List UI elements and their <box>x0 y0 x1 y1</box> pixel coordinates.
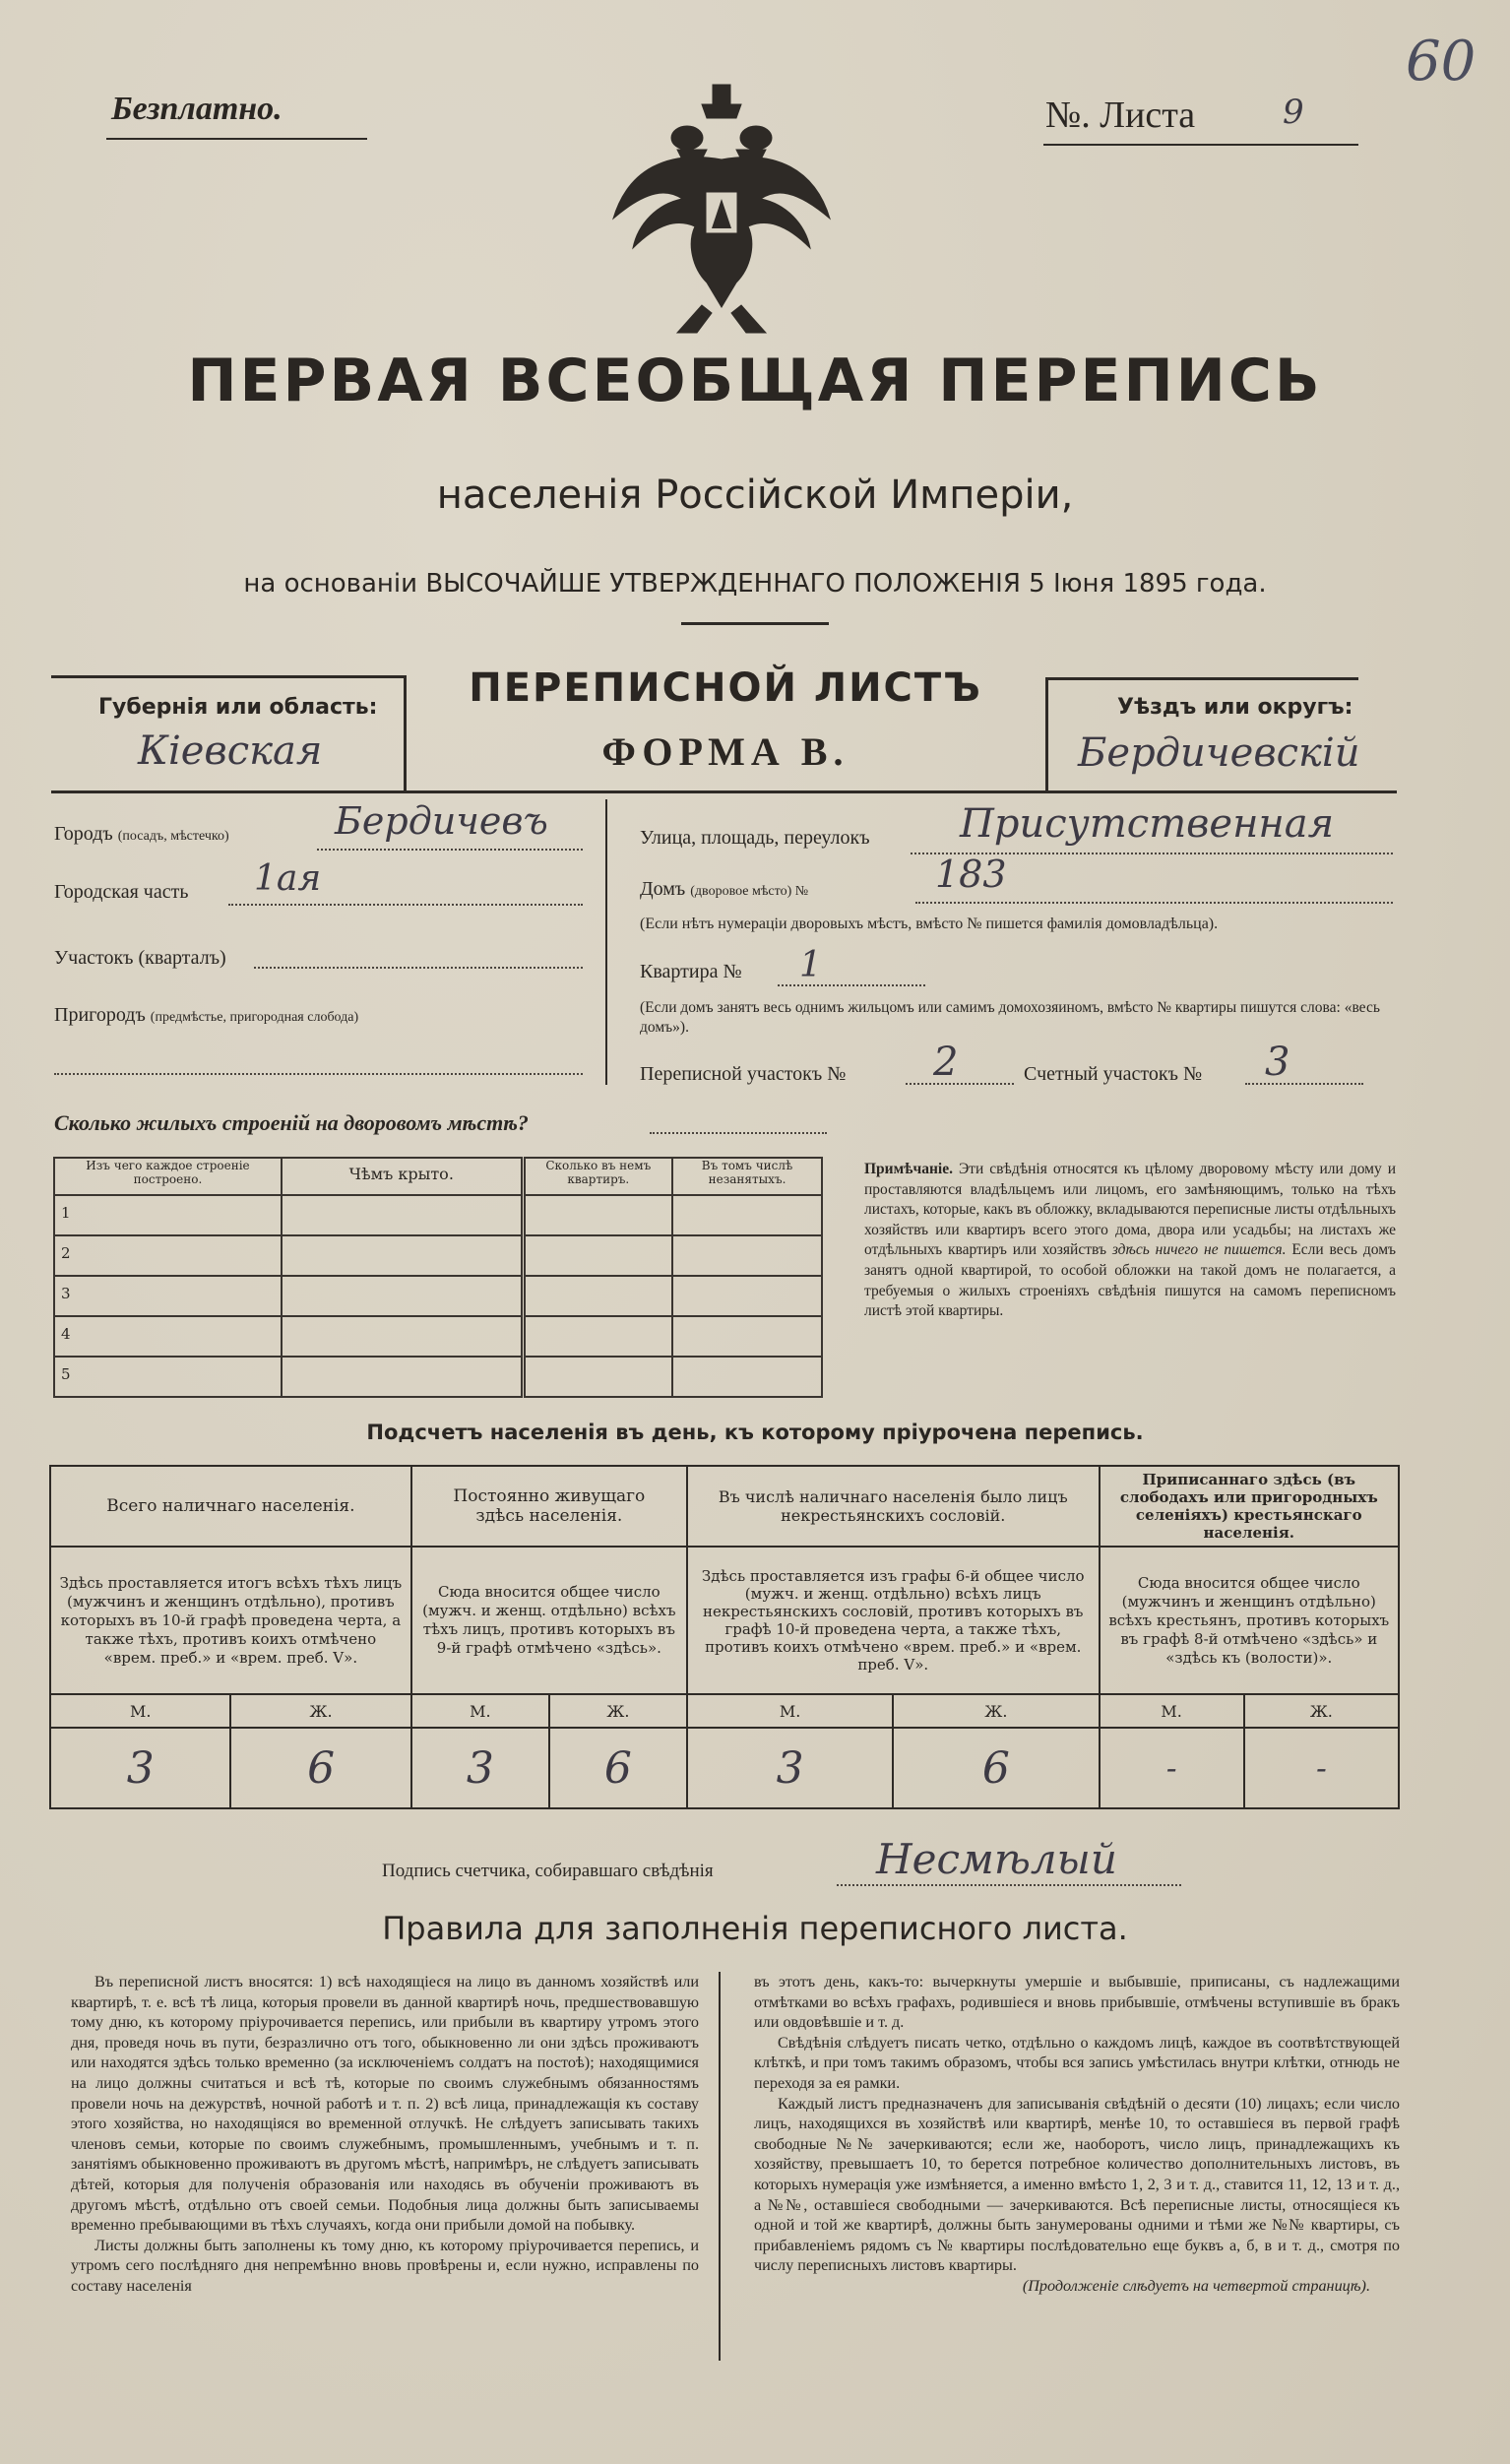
street-value: Присутственная <box>960 801 1335 847</box>
buildings-answer-line <box>650 1132 827 1134</box>
rules-paragraph: въ этотъ день, какъ-то: вычеркнуты умершіе и выбывшіе, приписаны, съ надлежащими отмѣтками во всѣхъ графахъ, родившіеся и вновь прибывшіе, отмѣчены вступившіе въ бракъ или овдовѣвшіе и т. д. <box>754 1973 1400 2032</box>
count-value-permanent-female: 6 <box>549 1728 687 1808</box>
buildings-col-material: Изъ чего каждое строеніе построено. <box>54 1158 282 1195</box>
count-col-peasant-text: Сюда вносится общее число (мужчинъ и женщинъ отдѣльно) всѣхъ крестьянъ, противъ которыхъ въ графѣ 8-й отмѣчено «здѣсь» и «здѣсь къ (волости)». <box>1100 1547 1399 1694</box>
house-note: (Если нѣтъ нумераціи дворовыхъ мѣстъ, вмѣсто № пишется фамилія домовладѣльца). <box>640 916 1219 932</box>
district-value: Бердичевскій <box>1078 730 1360 776</box>
city-dotted-line <box>317 849 583 851</box>
buildings-row-number: 3 <box>54 1276 282 1316</box>
buildings-row-number: 2 <box>54 1235 282 1276</box>
header-line-right-vertical <box>1045 677 1048 791</box>
suburb-label: Пригородъ (предмѣстье, пригородная слобода) <box>54 1004 359 1026</box>
rules-title: Правила для заполненія переписного листа. <box>382 1910 1128 1947</box>
flat-label: Квартира № <box>640 961 742 982</box>
rules-paragraph: Каждый листъ предназначенъ для записыванія свѣдѣній о десяти (10) лицахъ; если число лицъ, находящихся въ хозяйствѣ или квартирѣ, менѣе 10, то оставшіеся въ первой графѣ свободные №№ зачеркиваются; если же, наоборотъ, число лицъ, принадлежащихъ къ хозяйству, превышаетъ 10, то берется потребное количество дополнительныхъ листовъ, въ которыхъ нумерація уже измѣняется, а именно вмѣсто 1, 2, 3 и т. д., ставится 11, 12, 13 и т. д., а №№, оставшіеся свободными — зачеркиваются. Всѣ переписные листы, относящіеся къ одной и той же квартирѣ, должны быть занумерованы одними и тѣми же №№ квартиры, съ прибавленіемъ рядомъ съ № квартиры послѣдовательно еще буквъ а, б, в и т. д., смотря по числу переписныхъ листовъ квартиры. <box>754 2094 1400 2275</box>
count-area-value: 3 <box>1265 1040 1290 1085</box>
count-value-present-female: 6 <box>230 1728 410 1808</box>
sheet-number-label: №. Листа <box>1045 95 1196 136</box>
count-col-nonpeasant-head: Въ числѣ наличнаго населенія было лицъ некрестьянскихъ сословій. <box>687 1466 1100 1547</box>
page-subtitle: населенія Россійской Имперіи, <box>436 473 1074 518</box>
suburb-dotted-line <box>54 1073 583 1075</box>
count-male-label: М. <box>1100 1694 1244 1728</box>
house-label: Домъ (дворовое мѣсто) № <box>640 878 809 900</box>
count-male-label: М. <box>687 1694 893 1728</box>
buildings-row-number: 5 <box>54 1357 282 1397</box>
buildings-col-vacant: Въ томъ числѣ незанятыхъ. <box>672 1158 822 1195</box>
census-area-label: Переписной участокъ № <box>640 1063 847 1085</box>
signature-dotted-line <box>837 1884 1181 1886</box>
count-col-nonpeasant-text: Здѣсь проставляется изъ графы 6-й общее число (мужч. и женщ. отдѣльно) всѣхъ лицъ некрестьянскихъ сословій, противъ которыхъ въ графѣ 10-й проведена черта, а также тѣхъ, противъ коихъ отмѣчено «врем. преб.» и «врем. преб. V». <box>687 1547 1100 1694</box>
free-label: Безплатно. <box>111 91 283 127</box>
buildings-note: Примѣчаніе. Эти свѣдѣнія относятся къ цѣлому дворовому мѣсту или дому и проставляются владѣльцемъ или лицомъ, его замѣняющимъ, только на тѣхъ листахъ, которые, какъ въ обложку, вкладываются переписные листы отдѣльныхъ хозяйствъ или квартиръ всего этого дома, двора или усадьбы; на листахъ же отдѣльныхъ квартиръ или хозяйствъ здѣсь ничего не пишется. Если весь домъ занятъ одной квартирой, то особой обложки на такой домъ не полагается, а требуемыя о жилыхъ строеніяхъ свѣдѣнія пишутся на самомъ переписномъ листѣ этой квартиры. <box>864 1161 1397 1320</box>
count-value-permanent-male: 3 <box>411 1728 549 1808</box>
count-col-permanent-text: Сюда вносится общее число (мужч. и женщ. отдѣльно) всѣхъ тѣхъ лицъ, противъ которыхъ въ 9-й графѣ отмѣчено «здѣсь». <box>411 1547 687 1694</box>
count-col-permanent-head: Постоянно живущаго здѣсь населенія. <box>411 1466 687 1547</box>
buildings-question: Сколько жилыхъ строеній на дворовомъ мѣстѣ? <box>54 1110 529 1135</box>
rules-right-column <box>754 1972 1400 2297</box>
rules-paragraph: Листы должны быть заполнены къ тому дню, къ которому пріурочивается перепись, и утромъ сего послѣдняго дня непремѣнно вновь провѣрены и, если нужно, исправлены по составу населенія <box>71 2236 699 2295</box>
form-name: ФОРМА В. <box>601 729 849 774</box>
signature-label: Подпись счетчика, собиравшаго свѣдѣнія <box>382 1861 714 1881</box>
sheet-number-underline <box>1043 144 1358 146</box>
rules-continued-note: (Продолженіе слѣдуетъ на четвертой страницѣ). <box>1022 2276 1370 2295</box>
buildings-row-number: 1 <box>54 1195 282 1235</box>
count-value-peasant-male: - <box>1100 1728 1244 1808</box>
rules-left-column <box>71 1972 699 2297</box>
city-part-label: Городская часть <box>54 881 189 903</box>
census-area-dotted-line <box>906 1083 1014 1085</box>
count-value-peasant-female: - <box>1244 1728 1399 1808</box>
count-male-label: М. <box>50 1694 230 1728</box>
district-label: Уѣздъ или округъ: <box>1117 695 1353 720</box>
header-line-right-top <box>1045 677 1358 680</box>
population-count-heading: Подсчетъ населенія въ день, къ которому пріурочена перепись. <box>366 1421 1144 1444</box>
count-female-label: Ж. <box>230 1694 410 1728</box>
house-dotted-line <box>915 902 1393 904</box>
title-divider <box>681 622 829 625</box>
population-count-table <box>49 1465 1400 1809</box>
count-female-label: Ж. <box>893 1694 1099 1728</box>
street-label: Улица, площадь, переулокъ <box>640 827 870 849</box>
address-divider <box>605 799 607 1085</box>
count-value-nonpeasant-male: 3 <box>687 1728 893 1808</box>
count-value-present-male: 3 <box>50 1728 230 1808</box>
corner-page-number: 60 <box>1406 30 1477 94</box>
rules-column-divider <box>719 1972 721 2361</box>
count-col-present-text: Здѣсь проставляется итогъ всѣхъ тѣхъ лицъ (мужчинъ и женщинъ отдѣльно), противъ которыхъ въ 10-й графѣ проведена черта, а также тѣхъ, противъ коихъ отмѣчено «врем. преб.» и «врем. преб. V». <box>50 1547 411 1694</box>
flat-note: (Если домъ занятъ весь однимъ жильцомъ или самимъ домохозяиномъ, вмѣсто № квартиры пишутся слова: «весь домъ»). <box>640 999 1380 1036</box>
count-value-nonpeasant-female: 6 <box>893 1728 1099 1808</box>
count-col-present-head: Всего наличнаго населенія. <box>50 1466 411 1547</box>
city-value: Бердичевъ <box>335 799 548 843</box>
precinct-dotted-line <box>254 967 583 969</box>
buildings-table <box>53 1157 823 1398</box>
count-area-label: Счетный участокъ № <box>1024 1063 1203 1085</box>
precinct-label: Участокъ (кварталъ) <box>54 947 226 969</box>
count-female-label: Ж. <box>1244 1694 1399 1728</box>
count-female-label: Ж. <box>549 1694 687 1728</box>
count-area-dotted-line <box>1245 1083 1363 1085</box>
legal-basis: на основаніи ВЫСОЧАЙШЕ УТВЕРЖДЕННАГО ПОЛОЖЕНІЯ 5 Іюня 1895 года. <box>243 569 1267 599</box>
city-part-value: 1ая <box>254 858 322 899</box>
city-label: Городъ (посадъ, мѣстечко) <box>54 823 229 845</box>
header-line-left-top <box>51 675 406 678</box>
city-part-dotted-line <box>228 904 583 906</box>
rules-paragraph: Въ переписной листъ вносятся: 1) всѣ находящіеся на лицо въ данномъ хозяйствѣ или квартирѣ, т. е. всѣ тѣ лица, которыя провели въ данной квартирѣ ночь, предшествовавшую тому дню, къ которому пріурочивается перепись, или прибыли въ квартиру утромъ этого дня, проведя ночь въ пути, безразлично отъ того, обыкновенно ли они здѣсь проживаютъ или находятся здѣсь только временно (за исключеніемъ солдатъ на постоѣ); находящимися на лицо должны считаться и всѣ тѣ, которые по своимъ служебнымъ обязанностямъ провели ночь на дежурствѣ, ночной работѣ и т. п. 2) всѣ лица, принадлежащія къ составу этого хозяйства, но находящіяся во временной отлучкѣ. Не слѣдуетъ записывать такихъ членовъ семьи, которые по своимъ служебнымъ, промышленнымъ, учебнымъ и т. п. занятіямъ обыкновенно проживаютъ въ другомъ мѣстѣ, напримѣръ, не слѣдуетъ записывать дѣтей, которыя для полученія образованія или находясь въ обученіи проживаютъ въ другомъ мѣстѣ, отдѣльно отъ своей семьи. Подобныя лица должны быть записываемы временно пребывающими въ тѣхъ случаяхъ, когда они прибыли домой на побывку. <box>71 1973 699 2235</box>
flat-dotted-line <box>778 984 925 986</box>
buildings-col-flats: Сколько въ немъ квартиръ. <box>523 1158 672 1195</box>
free-underline <box>106 138 367 140</box>
count-col-peasant-head: Приписаннаго здѣсь (въ слободахъ или пригородныхъ селеніяхъ) крестьянскаго населенія. <box>1100 1466 1399 1547</box>
page-title: ПЕРВАЯ ВСЕОБЩАЯ ПЕРЕПИСЬ <box>187 347 1323 415</box>
header-line-bottom <box>51 790 1397 793</box>
flat-value: 1 <box>799 945 822 985</box>
note-label: Примѣчаніе. <box>864 1161 953 1177</box>
rules-paragraph: Свѣдѣнія слѣдуетъ писать четко, отдѣльно о каждомъ лицѣ, каждое въ соотвѣтствующей клѣткѣ, и при томъ такимъ образомъ, чтобы вся запись умѣстилась внутри клѣтки, отнюдь не переходя за ея рамки. <box>754 2033 1400 2092</box>
province-label: Губернія или область: <box>98 695 378 720</box>
census-area-value: 2 <box>933 1040 959 1085</box>
sheet-title: ПЕРЕПИСНОЙ ЛИСТЪ <box>469 665 982 711</box>
province-value: Кіевская <box>138 728 323 774</box>
enumerator-signature: Несмѣлый <box>876 1835 1117 1883</box>
buildings-row-number: 4 <box>54 1316 282 1357</box>
count-male-label: М. <box>411 1694 549 1728</box>
buildings-col-roof: Чѣмъ крыто. <box>282 1158 523 1195</box>
sheet-number-value: 9 <box>1283 93 1304 132</box>
imperial-eagle-emblem <box>608 81 835 337</box>
house-value: 183 <box>935 853 1007 896</box>
